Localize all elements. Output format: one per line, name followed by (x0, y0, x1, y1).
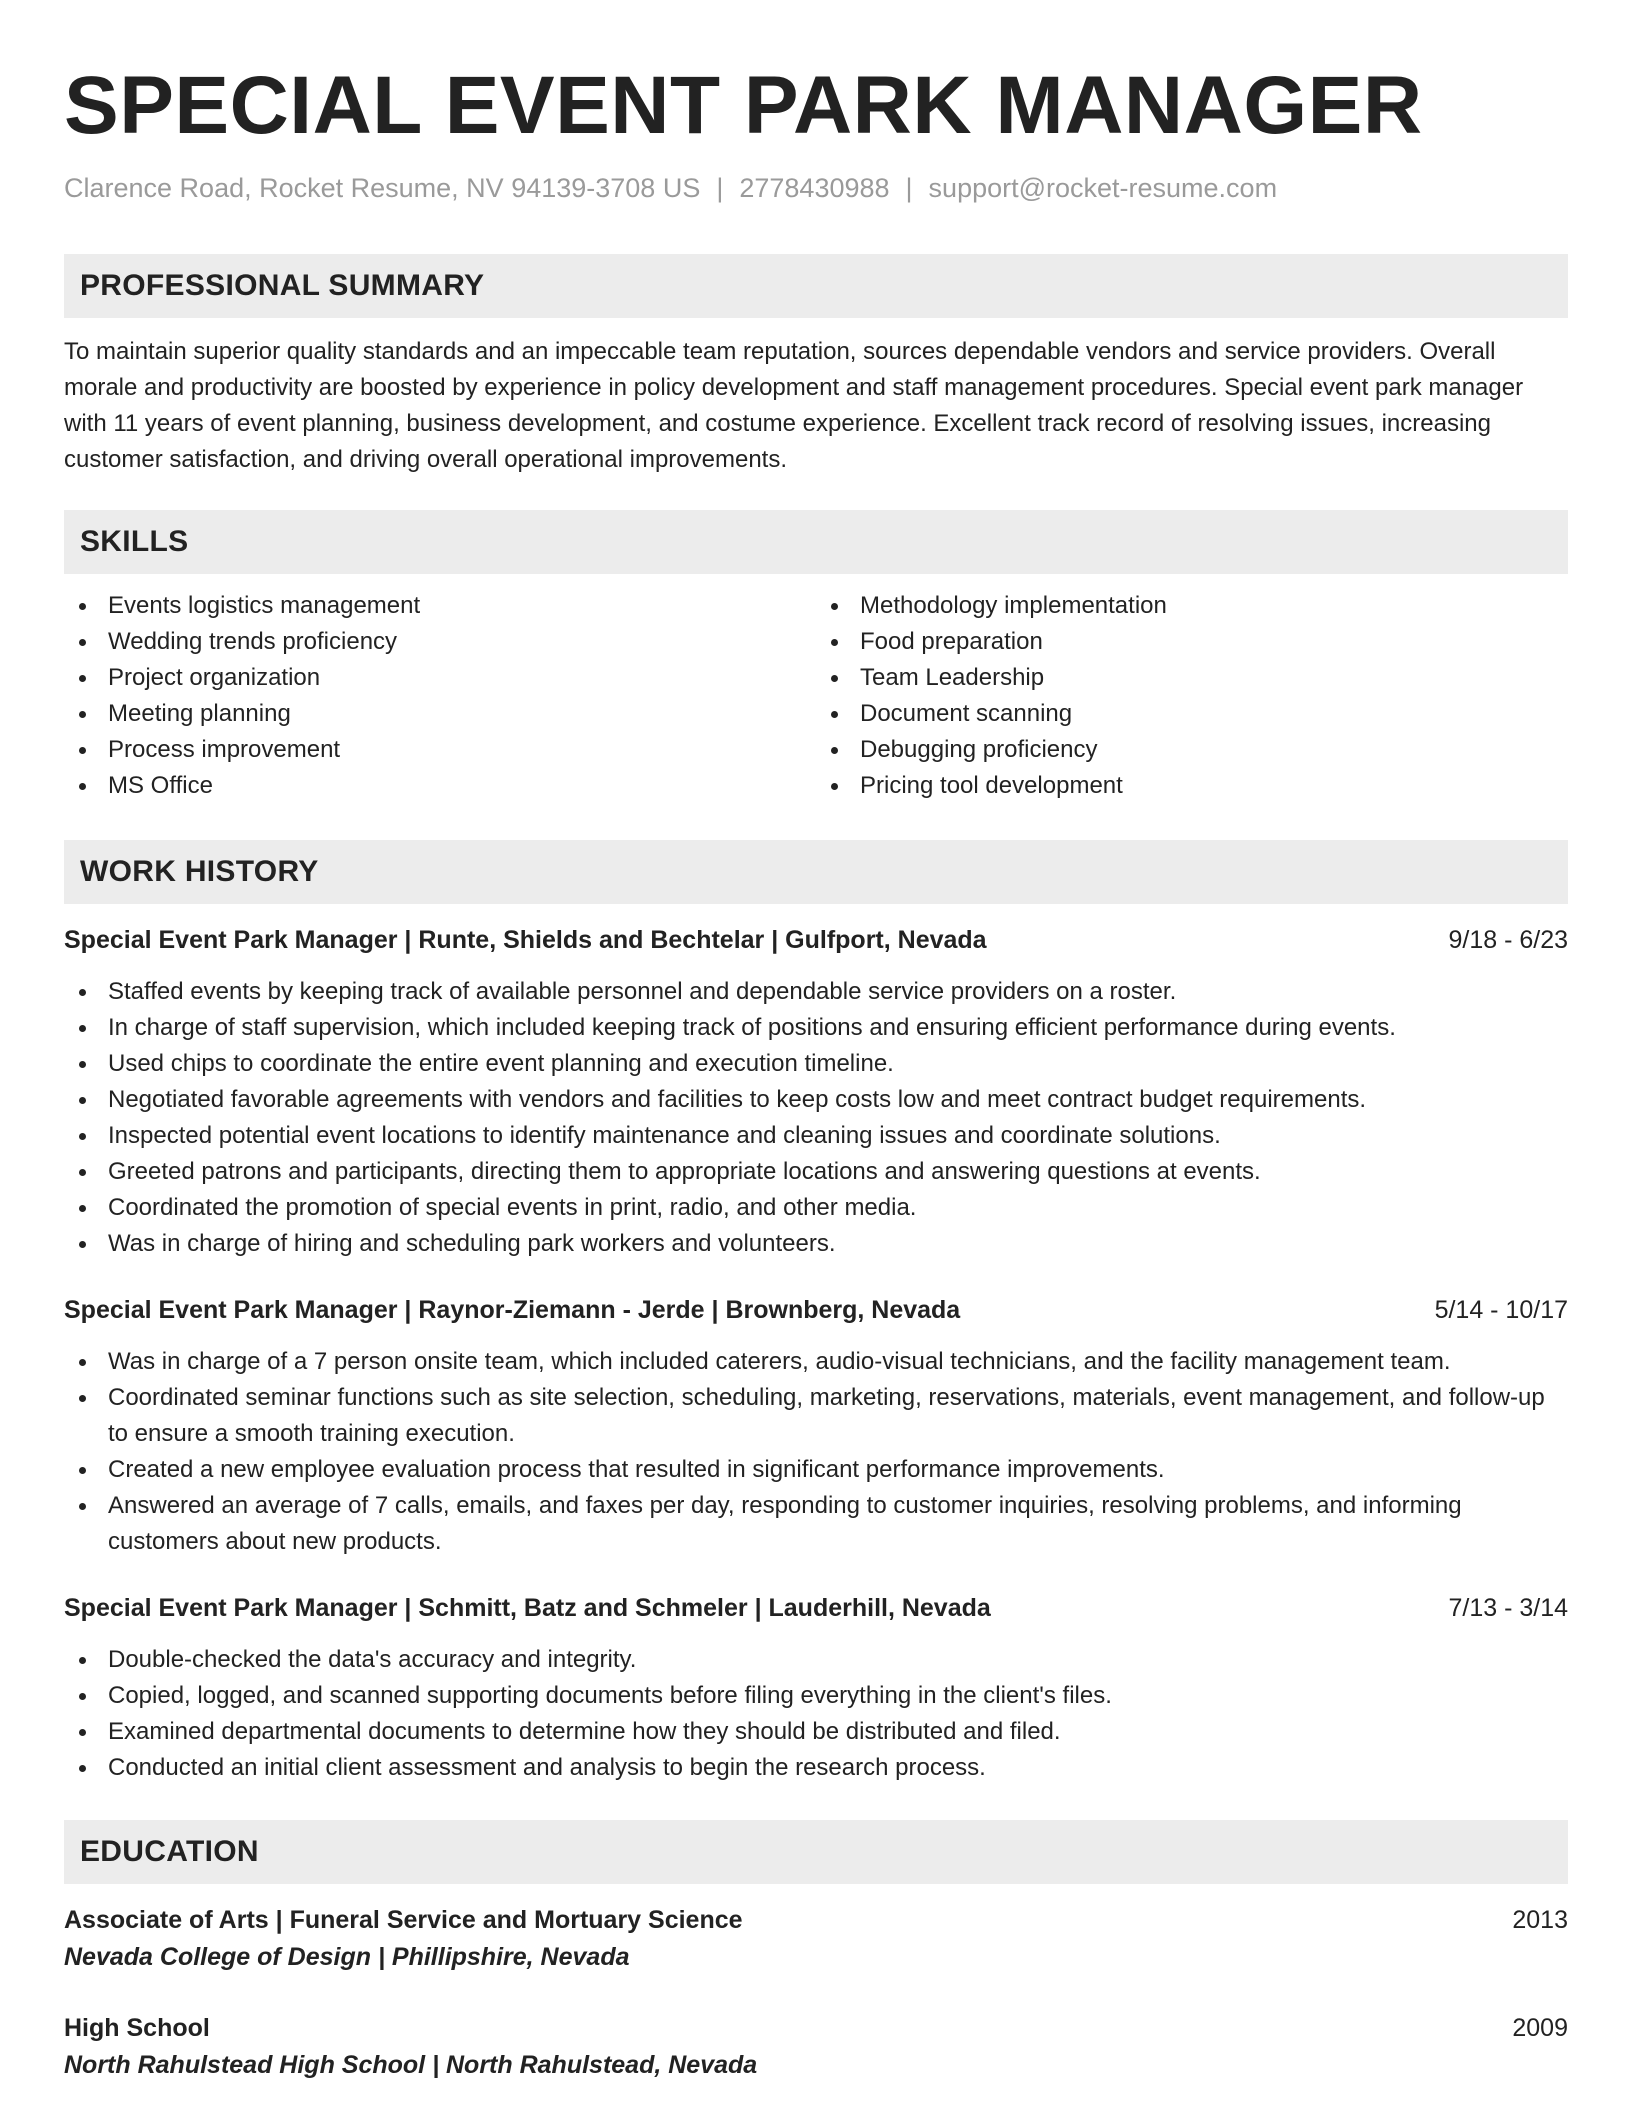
skill-item: Food preparation (816, 624, 1568, 660)
skill-item: Process improvement (64, 732, 816, 768)
section-header-summary: PROFESSIONAL SUMMARY (64, 254, 1568, 318)
skills-columns (64, 588, 1568, 804)
job-entry (64, 922, 1568, 1262)
skills-left-column (64, 588, 816, 804)
contact-address: Clarence Road, Rocket Resume, NV 94139-3708 US (64, 173, 701, 203)
education-school: Nevada College of Design | Phillipshire, Nevada (64, 1943, 630, 1971)
contact-email: support@rocket-resume.com (928, 173, 1278, 203)
job-bullet: Staffed events by keeping track of available personnel and dependable service providers on a roster. (64, 974, 1568, 1010)
skill-item: Document scanning (816, 696, 1568, 732)
job-bullet: Was in charge of a 7 person onsite team, which included caterers, audio-visual technicians, and the facility management team. (64, 1344, 1568, 1380)
job-bullet: Conducted an initial client assessment and analysis to begin the research process. (64, 1750, 1568, 1786)
job-title: Special Event Park Manager | Runte, Shields and Bechtelar | Gulfport, Nevada (64, 926, 987, 954)
contact-separator: | (905, 173, 913, 203)
education-degree: High School (64, 2014, 210, 2042)
job-bullet: Examined departmental documents to determine how they should be distributed and filed. (64, 1714, 1568, 1750)
job-bullet: Used chips to coordinate the entire event planning and execution timeline. (64, 1046, 1568, 1082)
job-dates: 7/13 - 3/14 (1448, 1594, 1568, 1622)
skill-item: Meeting planning (64, 696, 816, 732)
education-heading-line (64, 2010, 1568, 2046)
section-header-work-history: WORK HISTORY (64, 840, 1568, 904)
education-entry (64, 1902, 1568, 1976)
skill-item: Debugging proficiency (816, 732, 1568, 768)
job-bullet: Inspected potential event locations to identify maintenance and cleaning issues and coordinate solutions. (64, 1118, 1568, 1154)
job-title: Special Event Park Manager | Schmitt, Batz and Schmeler | Lauderhill, Nevada (64, 1594, 991, 1622)
job-bullet: Greeted patrons and participants, directing them to appropriate locations and answering questions at events. (64, 1154, 1568, 1190)
job-heading-line (64, 922, 1568, 958)
section-header-education: EDUCATION (64, 1820, 1568, 1884)
job-bullet: Coordinated seminar functions such as site selection, scheduling, marketing, reservations, materials, event management, and follow-up to ensure a smooth training execution. (64, 1380, 1568, 1452)
resume-name: SPECIAL EVENT PARK MANAGER (64, 60, 1423, 151)
skill-item: Events logistics management (64, 588, 816, 624)
job-bullet: Negotiated favorable agreements with vendors and facilities to keep costs low and meet contract budget requirements. (64, 1082, 1568, 1118)
job-dates: 9/18 - 6/23 (1448, 926, 1568, 954)
education-school: North Rahulstead High School | North Rahulstead, Nevada (64, 2051, 758, 2079)
skill-item: Project organization (64, 660, 816, 696)
job-title: Special Event Park Manager | Raynor-Ziemann - Jerde | Brownberg, Nevada (64, 1296, 961, 1324)
job-entry (64, 1292, 1568, 1560)
contact-line (64, 170, 1568, 206)
job-entry (64, 1590, 1568, 1786)
skill-item: Wedding trends proficiency (64, 624, 816, 660)
contact-phone: 2778430988 (739, 173, 890, 203)
job-dates: 5/14 - 10/17 (1434, 1296, 1568, 1324)
education-degree: Associate of Arts | Funeral Service and Mortuary Science (64, 1906, 743, 1934)
job-bullet: Copied, logged, and scanned supporting documents before filing everything in the client's files. (64, 1678, 1568, 1714)
skill-item: Team Leadership (816, 660, 1568, 696)
job-bullet: Double-checked the data's accuracy and integrity. (64, 1642, 1568, 1678)
skill-item: MS Office (64, 768, 816, 804)
job-bullets (64, 1344, 1568, 1560)
skill-item: Pricing tool development (816, 768, 1568, 804)
education-heading-line (64, 1902, 1568, 1938)
job-bullet: Created a new employee evaluation process that resulted in significant performance improvements. (64, 1452, 1568, 1488)
job-bullet: In charge of staff supervision, which included keeping track of positions and ensuring efficient performance during events. (64, 1010, 1568, 1046)
education-year: 2009 (1512, 2014, 1568, 2042)
section-header-skills: SKILLS (64, 510, 1568, 574)
contact-separator: | (716, 173, 724, 203)
education-year: 2013 (1512, 1906, 1568, 1934)
summary-text: To maintain superior quality standards and an impeccable team reputation, sources dependable vendors and service providers. Overall morale and productivity are boosted by experience in policy development and staff management procedures. Special event park manager with 11 years of event planning, business development, and costume experience. Excellent track record of resolving issues, increasing customer satisfaction, and driving overall operational improvements. (64, 338, 1524, 473)
skills-right-column (816, 588, 1568, 804)
job-bullets (64, 974, 1568, 1262)
job-bullets (64, 1642, 1568, 1786)
job-heading-line (64, 1292, 1568, 1328)
education-entry (64, 2010, 1568, 2084)
job-bullet: Answered an average of 7 calls, emails, and faxes per day, responding to customer inquiries, resolving problems, and informing customers about new products. (64, 1488, 1568, 1560)
job-bullet: Coordinated the promotion of special events in print, radio, and other media. (64, 1190, 1568, 1226)
job-heading-line (64, 1590, 1568, 1626)
skill-item: Methodology implementation (816, 588, 1568, 624)
job-bullet: Was in charge of hiring and scheduling park workers and volunteers. (64, 1226, 1568, 1262)
